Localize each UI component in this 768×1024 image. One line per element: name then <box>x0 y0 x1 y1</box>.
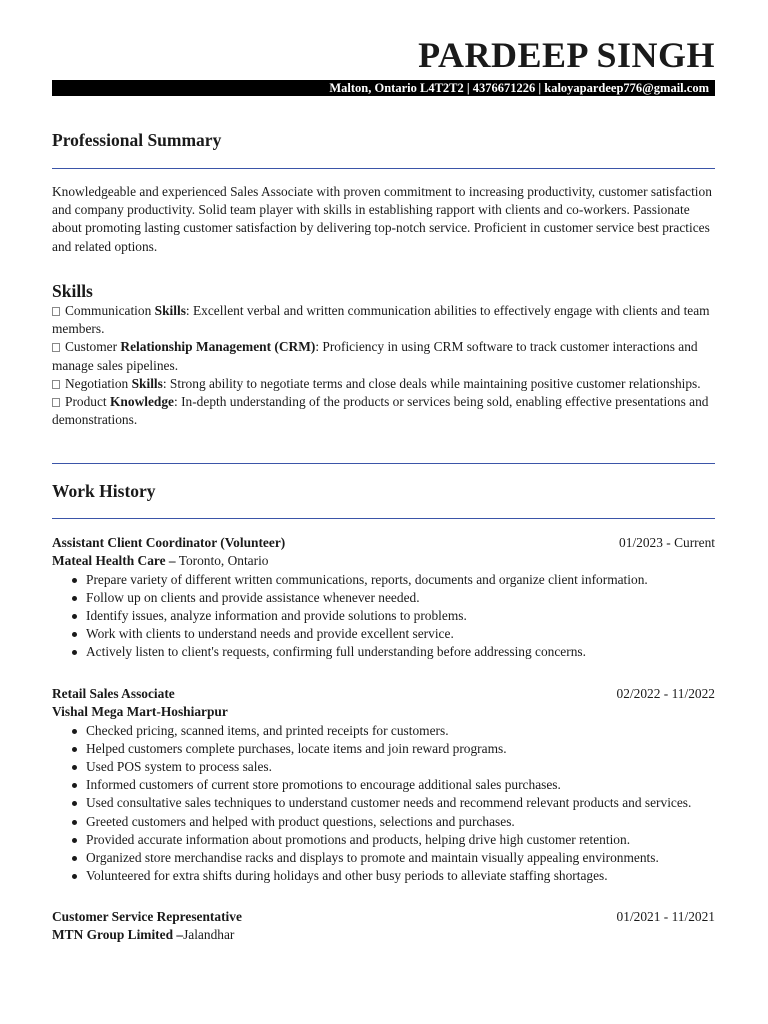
checkbox-glyph-icon <box>52 380 60 389</box>
list-item: Helped customers complete purchases, locate items and join reward programs. <box>52 740 715 758</box>
checkbox-glyph-icon <box>52 307 60 316</box>
job-title: Retail Sales Associate <box>52 686 175 701</box>
section-divider <box>52 463 715 464</box>
job-dates: 01/2021 - 11/2021 <box>616 909 715 924</box>
list-item: Work with clients to understand needs and provide excellent service. <box>52 625 715 643</box>
job-entry <box>52 685 715 885</box>
contact-bar: Malton, Ontario L4T2T2 | 4376671226 | kaloyapardeep776@gmail.com <box>52 80 715 96</box>
job-entry <box>52 534 715 662</box>
summary-text: Knowledgeable and experienced Sales Associate with proven commitment to increasing productivity, customer satisfaction and company productivity. Solid team player with skills in establishing rapport with clients and co-workers. Passionate about promoting lasting customer satisfaction by delivering top-notch service. Proficient in customer service best practices and related options. <box>52 184 712 254</box>
list-item: Checked pricing, scanned items, and printed receipts for customers. <box>52 722 715 740</box>
section-title-summary: Professional Summary <box>52 130 222 150</box>
section-divider <box>52 518 715 519</box>
list-item: Volunteered for extra shifts during holidays and other busy periods to alleviate staffing shortages. <box>52 867 715 885</box>
skill-item: Communication Skills: Excellent verbal and written communication abilities to effectively engage with clients and team members. <box>52 303 710 337</box>
list-item: Organized store merchandise racks and displays to promote and maintain visually appealing environments. <box>52 849 715 867</box>
list-item: Provided accurate information about promotions and products, helping drive high customer retention. <box>52 831 715 849</box>
list-item: Used POS system to process sales. <box>52 758 715 776</box>
skill-item: Product Knowledge: In-depth understanding of the products or services being sold, enabling effective presentations and demonstrations. <box>52 394 709 428</box>
list-item: Actively listen to client's requests, confirming full understanding before addressing concerns. <box>52 643 715 661</box>
skill-item: Negotiation Skills: Strong ability to negotiate terms and close deals while maintaining positive customer relationships. <box>52 375 715 393</box>
skill-item: Customer Relationship Management (CRM): Proficiency in using CRM software to track customer interactions and manage sales pipelines. <box>52 339 698 373</box>
job-company: Mateal Health Care – Toronto, Ontario <box>52 553 269 568</box>
job-company: Vishal Mega Mart-Hoshiarpur <box>52 704 228 719</box>
section-title-skills: Skills <box>52 281 93 301</box>
section-divider <box>52 168 715 169</box>
job-title: Customer Service Representative <box>52 909 242 924</box>
list-item: Greeted customers and helped with product questions, selections and purchases. <box>52 813 715 831</box>
job-entry <box>52 908 715 945</box>
checkbox-glyph-icon <box>52 398 60 407</box>
list-item: Informed customers of current store promotions to encourage additional sales purchases. <box>52 776 715 794</box>
job-duties <box>52 722 715 886</box>
list-item: Identify issues, analyze information and provide solutions to problems. <box>52 607 715 625</box>
job-dates: 01/2023 - Current <box>619 535 715 550</box>
section-title-work: Work History <box>52 481 156 501</box>
list-item: Used consultative sales techniques to understand customer needs and recommend relevant products and services. <box>52 794 715 812</box>
list-item: Follow up on clients and provide assistance whenever needed. <box>52 589 715 607</box>
job-duties <box>52 571 715 662</box>
job-dates: 02/2022 - 11/2022 <box>616 686 715 701</box>
list-item: Prepare variety of different written communications, reports, documents and organize client information. <box>52 571 715 589</box>
candidate-name: PARDEEP SINGH <box>418 35 715 75</box>
job-company: MTN Group Limited –Jalandhar <box>52 927 235 942</box>
job-title: Assistant Client Coordinator (Volunteer) <box>52 535 286 550</box>
skills-list <box>52 302 715 429</box>
checkbox-glyph-icon <box>52 343 60 352</box>
